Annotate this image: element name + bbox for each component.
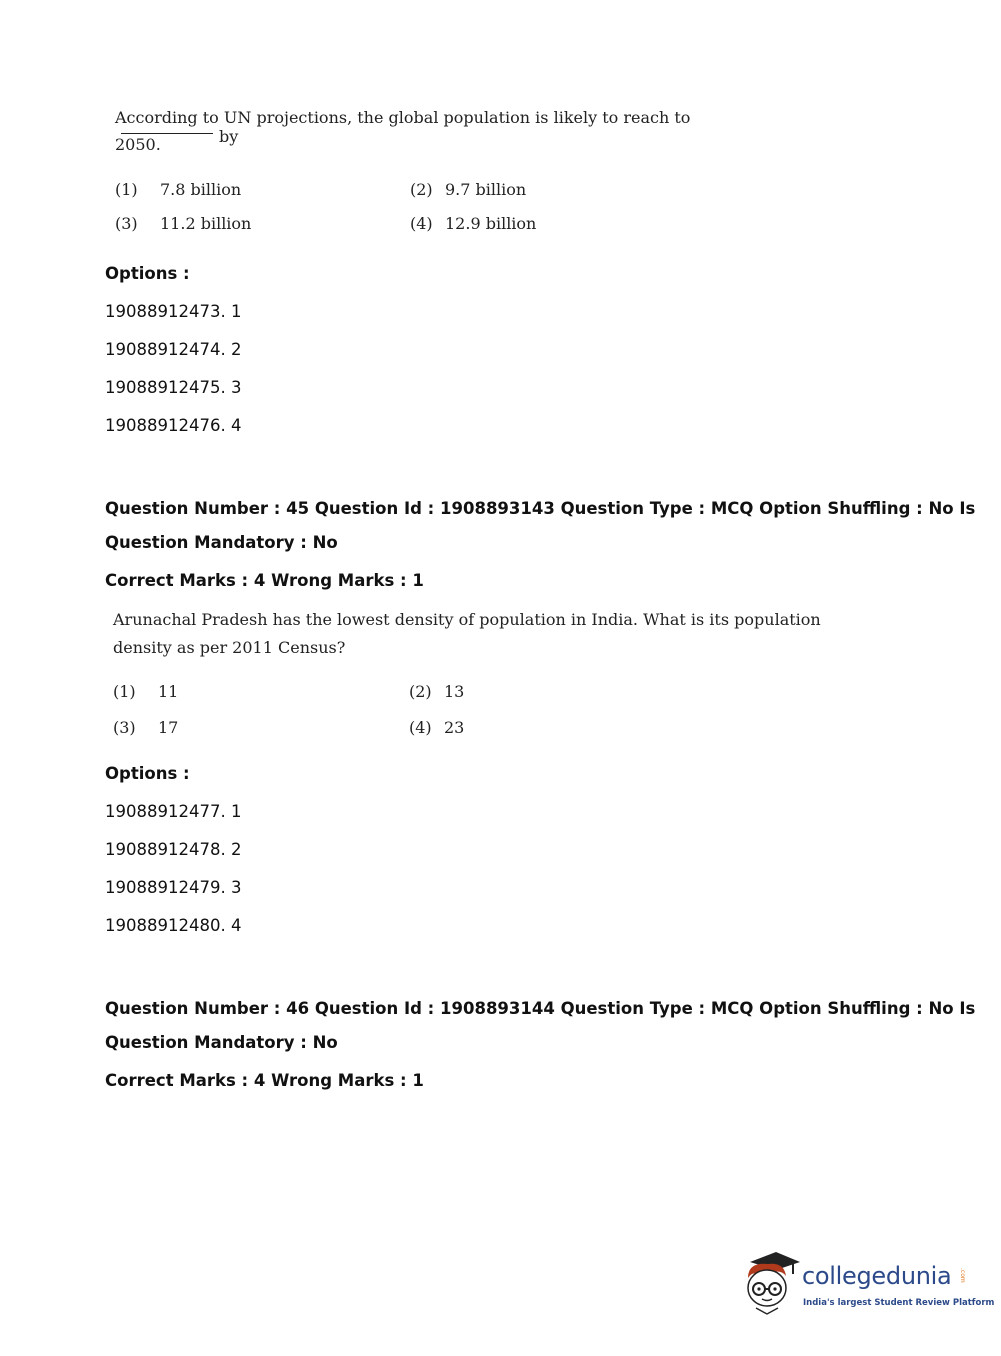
q45-header-line1: Question Number : 45 Question Id : 1908893143 Question Type : MCQ Option Shuffling : No Is xyxy=(105,499,976,518)
q45-choice-2-num: (2) xyxy=(409,682,432,701)
q45-option-1: 19088912477. 1 xyxy=(105,802,242,821)
q44-option-4: 19088912476. 4 xyxy=(105,416,242,435)
q45-choice-4-text: 23 xyxy=(444,718,465,737)
q45-marks: Correct Marks : 4 Wrong Marks : 1 xyxy=(105,571,424,590)
q45-choice-2-text: 13 xyxy=(444,682,465,701)
collegedunia-logo xyxy=(742,1248,995,1318)
q45-option-3: 19088912479. 3 xyxy=(105,878,242,897)
q44-option-1: 19088912473. 1 xyxy=(105,302,242,321)
q46-header-line1: Question Number : 46 Question Id : 1908893144 Question Type : MCQ Option Shuffling : No Is xyxy=(105,999,976,1018)
q45-choice-3-num: (3) xyxy=(113,718,136,737)
q44-choice-2-num: (2) xyxy=(410,180,433,199)
q45-option-4: 19088912480. 4 xyxy=(105,916,242,935)
q45-question-text-line2: density as per 2011 Census? xyxy=(113,638,346,657)
q44-text-after-blank: by xyxy=(219,127,239,146)
q44-options-label: Options : xyxy=(105,264,190,283)
q44-choice-3-text: 11.2 billion xyxy=(160,214,252,233)
logo-com-suffix: .com xyxy=(959,1268,966,1283)
q45-choice-1-num: (1) xyxy=(113,682,136,701)
q44-choice-3-num: (3) xyxy=(115,214,138,233)
q45-options-label: Options : xyxy=(105,764,190,783)
q45-choice-4-num: (4) xyxy=(409,718,432,737)
q45-option-2: 19088912478. 2 xyxy=(105,840,242,859)
q44-text-before-blank: According to UN projections, the global population is likely to reach to xyxy=(115,108,691,127)
q46-marks: Correct Marks : 4 Wrong Marks : 1 xyxy=(105,1071,424,1090)
q45-header-line2: Question Mandatory : No xyxy=(105,533,338,552)
q45-question-text-line1: Arunachal Pradesh has the lowest density of population in India. What is its population xyxy=(113,610,821,629)
q44-question-text-line2: 2050. xyxy=(115,135,161,154)
q46-header-line2: Question Mandatory : No xyxy=(105,1033,338,1052)
logo-wordmark: collegedunia xyxy=(802,1262,952,1290)
q44-choice-4-text: 12.9 billion xyxy=(445,214,537,233)
q44-option-3: 19088912475. 3 xyxy=(105,378,242,397)
q44-choice-2-text: 9.7 billion xyxy=(445,180,527,199)
q44-choice-1-num: (1) xyxy=(115,180,138,199)
q45-choice-3-text: 17 xyxy=(158,718,179,737)
mascot-icon xyxy=(742,1248,802,1318)
q44-choice-4-num: (4) xyxy=(410,214,433,233)
q44-choice-1-text: 7.8 billion xyxy=(160,180,242,199)
q45-choice-1-text: 11 xyxy=(158,682,179,701)
q44-option-2: 19088912474. 2 xyxy=(105,340,242,359)
logo-tagline: India's largest Student Review Platform xyxy=(803,1298,995,1308)
q44-question-text xyxy=(115,108,735,146)
q44-blank-line xyxy=(121,133,213,134)
